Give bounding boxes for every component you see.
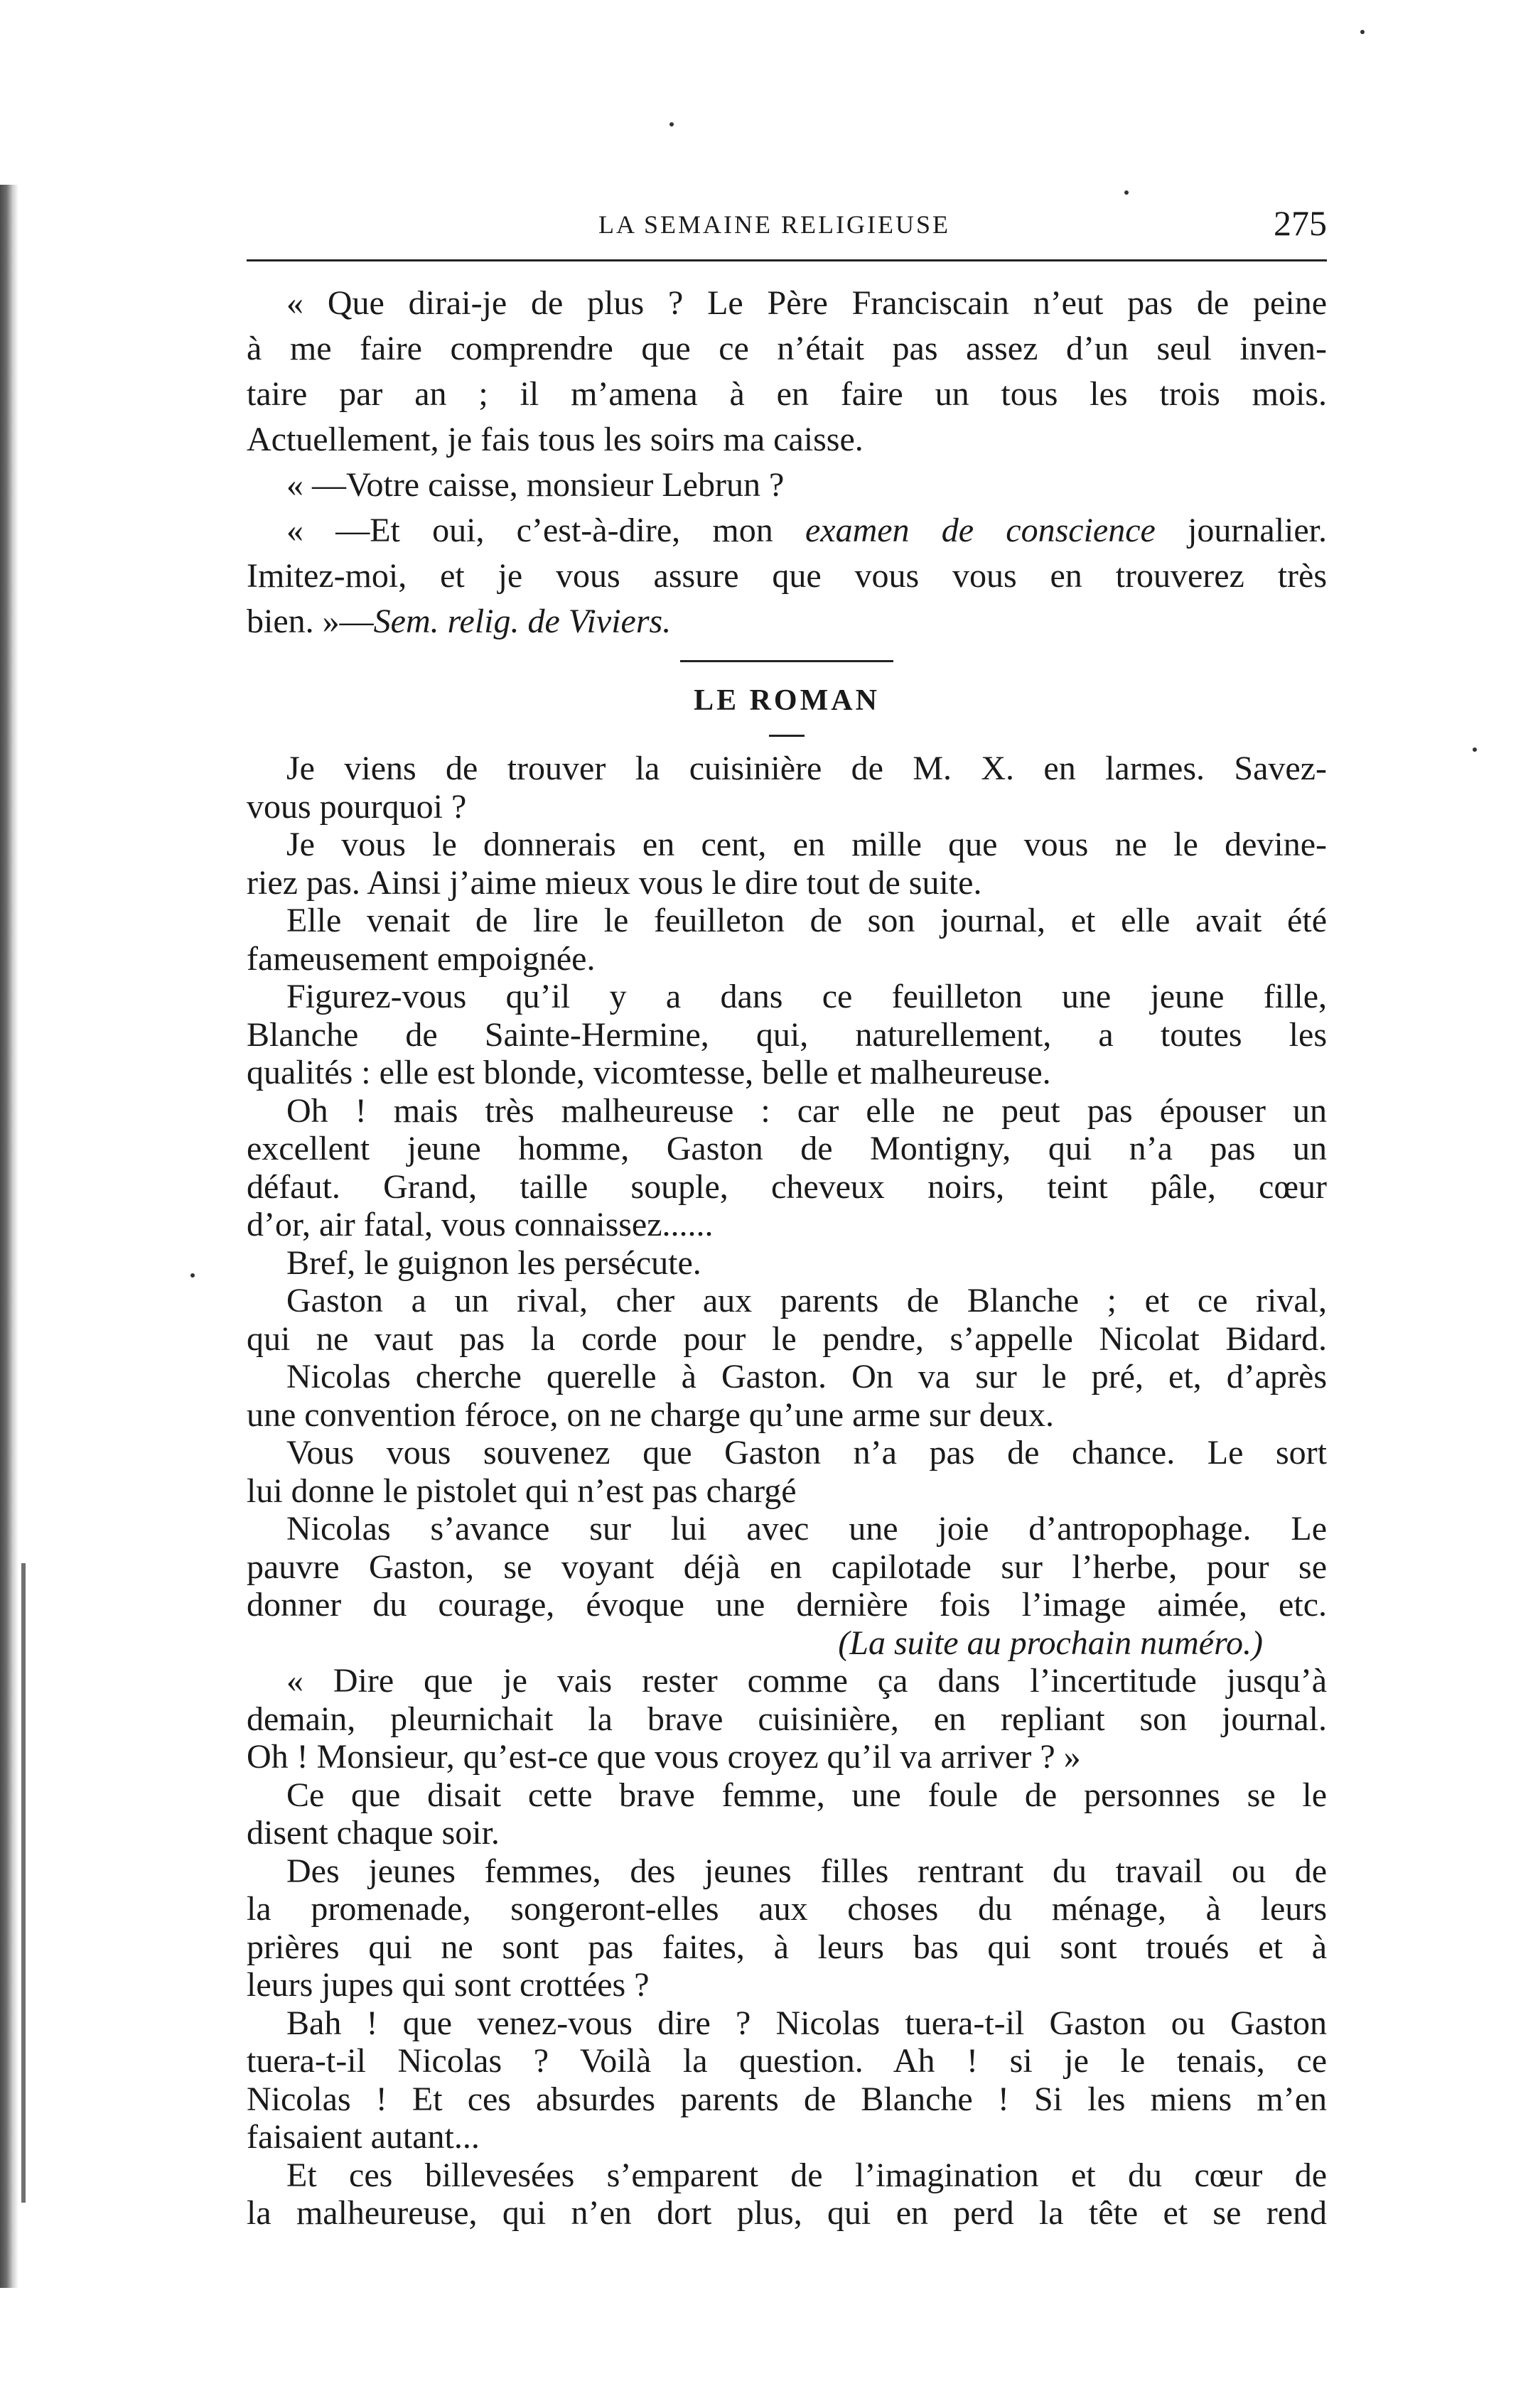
- text-line: demain, pleurnichait la brave cuisinière, en repliant son journal.: [247, 1700, 1327, 1738]
- text-line: Nicolas s’avance sur lui avec une joie d’antropophage. Le: [286, 1510, 1327, 1548]
- text-line: Bah ! que venez-vous dire ? Nicolas tuera-t-il Gaston ou Gaston: [286, 2004, 1327, 2042]
- text-line: disent chaque soir.: [247, 1814, 500, 1852]
- text-line: d’or, air fatal, vous connaissez......: [247, 1206, 714, 1243]
- text-line: Nicolas cherche querelle à Gaston. On va sur le pré, et, d’après: [286, 1358, 1327, 1395]
- text-line: Je vous le donnerais en cent, en mille que vous ne le devine-: [286, 826, 1327, 863]
- text-line: pauvre Gaston, se voyant déjà en capilotade sur l’herbe, pour se: [247, 1548, 1327, 1586]
- text-line: Vous vous souvenez que Gaston n’a pas de chance. Le sort: [286, 1434, 1327, 1472]
- text-line: défaut. Grand, taille souple, cheveux noirs, teint pâle, cœur: [247, 1167, 1327, 1206]
- section-title: LE ROMAN: [694, 684, 880, 717]
- text-line: la malheureuse, qui n’en dort plus, qui en perd la tête et se rend: [247, 2194, 1327, 2232]
- source-citation: Sem. relig. de Viviers.: [373, 603, 672, 640]
- text-line: qualités : elle est blonde, vicomtesse, belle et malheureuse.: [247, 1054, 1051, 1091]
- text-line: Et ces billevesées s’emparent de l’imagination et du cœur de: [286, 2156, 1327, 2194]
- scan-speck: [1473, 747, 1477, 752]
- running-title: LA SEMAINE RELIGIEUSE: [598, 210, 950, 239]
- text-segment: journalier.: [1155, 512, 1328, 549]
- text-line: Oh ! Monsieur, qu’est-ce que vous croyez qu’il va arriver ? »: [247, 1738, 1081, 1776]
- text-line: Nicolas ! Et ces absurdes parents de Blanche ! Si les miens m’en: [247, 2080, 1327, 2118]
- binding-shadow: [0, 185, 18, 2288]
- text-line: taire par an ; il m’amena à en faire un tous les trois mois.: [247, 375, 1327, 413]
- text-line: Ce que disait cette brave femme, une foule de personnes se le: [286, 1776, 1327, 1814]
- text-line: Imitez-moi, et je vous assure que vous vous en trouverez très: [247, 557, 1327, 595]
- continued-note-text: (La suite au prochain numéro.): [838, 1624, 1263, 1662]
- binding-shadow-line: [21, 1563, 26, 2203]
- text-line: Figurez-vous qu’il y a dans ce feuilleton une jeune fille,: [286, 978, 1327, 1015]
- text-line: à me faire comprendre que ce n’était pas assez d’un seul inven-: [247, 330, 1327, 367]
- page-number: 275: [1274, 203, 1327, 243]
- section-separator: [680, 660, 893, 662]
- text-line: fameusement empoignée.: [247, 939, 596, 978]
- scan-speck: [190, 1273, 195, 1278]
- text-line: tuera-t-il Nicolas ? Voilà la question. Ah ! si je le tenais, ce: [247, 2042, 1327, 2080]
- text-line: une convention féroce, on ne charge qu’une arme sur deux.: [247, 1395, 1054, 1434]
- title-dash: [769, 735, 805, 737]
- scan-speck: [669, 122, 674, 126]
- text-segment: bien. »—: [247, 603, 374, 640]
- text-line: la promenade, songeront-elles aux choses du ménage, à leurs: [247, 1890, 1327, 1928]
- text-line: prières qui ne sont pas faites, à leurs bas qui sont troués et à: [247, 1928, 1327, 1966]
- text-line: Des jeunes femmes, des jeunes filles rentrant du travail ou de: [286, 1852, 1327, 1890]
- text-line: leurs jupes qui sont crottées ?: [247, 1966, 650, 2004]
- continued-note: [247, 1624, 1327, 1663]
- italic-phrase: examen de conscience: [805, 512, 1156, 549]
- text-line: Elle venait de lire le feuilleton de son journal, et elle avait été: [286, 902, 1327, 939]
- text-line: qui ne vaut pas la corde pour le pendre, s’appelle Nicolat Bidard.: [247, 1319, 1327, 1358]
- article-body: [247, 750, 1327, 2232]
- text-line: Je viens de trouver la cuisinière de M. X. en larmes. Savez-: [286, 750, 1327, 787]
- text-line: excellent jeune homme, Gaston de Montigny, qui n’a pas un: [247, 1130, 1327, 1167]
- intro-block: [247, 281, 1327, 644]
- text-line: « Que dirai-je de plus ? Le Père Franciscain n’eut pas de peine: [286, 284, 1327, 322]
- text-line: Bref, le guignon les persécute.: [286, 1243, 701, 1282]
- header-rule: [247, 259, 1327, 261]
- text-column: [247, 281, 1327, 2232]
- text-line: lui donne le pistolet qui n’est pas chargé: [247, 1472, 797, 1510]
- text-line: vous pourquoi ?: [247, 787, 467, 826]
- text-line: « Dire que je vais rester comme ça dans l’incertitude jusqu’à: [286, 1662, 1327, 1700]
- text-line: Oh ! mais très malheureuse : car elle ne peut pas épouser un: [286, 1091, 1327, 1130]
- running-head: [247, 203, 1327, 245]
- text-segment: « —Et oui, c’est-à-dire, mon: [286, 512, 805, 549]
- text-line: « —Votre caisse, monsieur Lebrun ?: [286, 466, 785, 504]
- scan-speck: [1124, 190, 1129, 195]
- text-line: Blanche de Sainte-Hermine, qui, naturellement, a toutes les: [247, 1015, 1327, 1054]
- text-line: Gaston a un rival, cher aux parents de Blanche ; et ce rival,: [286, 1282, 1327, 1319]
- text-line: [247, 508, 1327, 554]
- text-line: [247, 599, 1327, 644]
- text-line: donner du courage, évoque une dernière fois l’image aimée, etc.: [247, 1586, 1327, 1624]
- text-line: riez pas. Ainsi j’aime mieux vous le dire tout de suite.: [247, 863, 982, 902]
- scan-speck: [1360, 30, 1365, 34]
- text-line: faisaient autant...: [247, 2118, 480, 2156]
- text-line: Actuellement, je fais tous les soirs ma caisse.: [247, 421, 864, 458]
